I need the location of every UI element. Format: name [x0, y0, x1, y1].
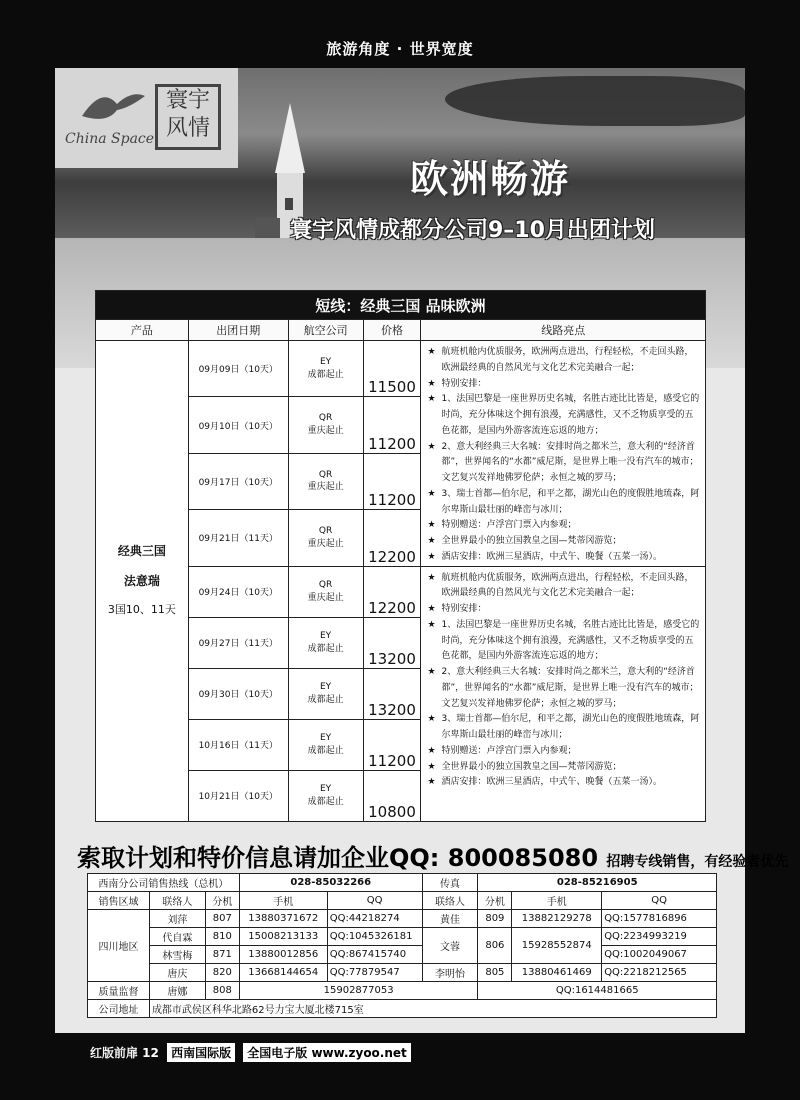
star-icon: ★	[427, 777, 436, 788]
col-airline: 航空公司	[288, 320, 363, 341]
contact-ext: 807	[205, 910, 239, 928]
contact-name: 代自霖	[149, 928, 205, 946]
logo-english: China Space	[65, 131, 155, 147]
contact-mobile: 13882129278	[512, 910, 602, 928]
contact-mobile: 13880461469	[512, 964, 602, 982]
airline-cell: QR 重庆起止	[288, 566, 363, 617]
star-icon: ★	[427, 520, 436, 531]
region-name: 四川地区	[88, 910, 150, 982]
fax-label: 传真	[422, 874, 478, 892]
highlights-block-2: ★ 航班机舱内优质服务，欧洲两点进出，行程轻松，不走回头路，欧洲最经典的自然风光与文化艺术完美融合一起； ★ 特别安排： ★ 1、法国巴黎是一座世界历史名城，名胜古迹比比皆是，感受它的时尚，充分体味这个拥有浪漫，充满感性，又不乏物质享受的五色花都，是国内外游客流连忘返的地方； ★ 2、意大利经典三大名城：安排时尚之都米兰，意大利的“经济首都”，世界闻名的“水都”威尼斯，是世界上唯一没有汽车的城市；文艺复兴发祥地佛罗伦萨；永恒之城的罗马； ★ 3、瑞士首都—伯尔尼，和平之都，湖光山色的度假胜地琉森，阿尔卑斯山最壮丽的峰峦与冰川； ★ 特别赠送：卢浮宫门票入内参观； ★ 全世界最小的独立国教皇之国—梵蒂冈游览； ★ 酒店安排：欧洲三星酒店，中式午、晚餐（五菜一汤）。	[421, 566, 706, 821]
price-cell: 13200	[363, 668, 421, 719]
company-address: 成都市武侯区科华北路62号力宝大厦北楼715室	[149, 1000, 716, 1018]
contact-ext: 805	[478, 964, 512, 982]
star-icon: ★	[427, 536, 436, 546]
price-cell: 11200	[363, 397, 421, 453]
star-icon: ★	[427, 441, 436, 452]
contact-ext: 806	[478, 928, 512, 964]
star-icon: ★	[427, 394, 436, 405]
airline-cell: QR 重庆起止	[288, 510, 363, 566]
date-cell: 09月27日（11天）	[188, 617, 288, 668]
header-contact: 联络人	[149, 892, 205, 910]
supervisor-qq: QQ:1614481665	[478, 982, 717, 1000]
price-cell: 11500	[363, 341, 421, 397]
address-label: 公司地址	[88, 1000, 150, 1018]
supervisor-ext: 808	[205, 982, 239, 1000]
contact-ext: 810	[205, 928, 239, 946]
contact-ext: 809	[478, 910, 512, 928]
star-icon: ★	[427, 488, 436, 499]
contact-row	[88, 928, 717, 946]
price-cell: 10800	[363, 770, 421, 821]
section-title: 短线：经典三国 品味欧洲	[96, 291, 706, 320]
product-duration: 3国10、11天	[107, 603, 176, 617]
col-product: 产品	[96, 320, 189, 341]
contact-table	[87, 873, 717, 1018]
tour-schedule-table	[95, 290, 706, 822]
product-cell	[96, 341, 189, 822]
contact-mobile: 13880371672	[239, 910, 327, 928]
headline: 欧洲畅游	[410, 157, 571, 201]
lake-island	[445, 76, 745, 126]
col-date: 出团日期	[188, 320, 288, 341]
contact-name: 黄佳	[422, 910, 478, 928]
supervision-label: 质量监督	[88, 982, 150, 1000]
contact-mobile: 15008213133	[239, 928, 327, 946]
contact-ext: 820	[205, 964, 239, 982]
contact-name: 李明怡	[422, 964, 478, 982]
contact-qq: QQ:1002049067	[602, 946, 717, 964]
bird-logo-icon	[77, 86, 147, 126]
advert-page	[55, 68, 789, 1033]
star-icon: ★	[427, 761, 436, 772]
qq-banner-recruit: 招聘专线销售，有经验者优先	[606, 854, 789, 870]
highlights-block-1: ★ 航班机舱内优质服务，欧洲两点进出，行程轻松，不走回头路，欧洲最经典的自然风光与文化艺术完美融合一起； ★ 特别安排： ★ 1、法国巴黎是一座世界历史名城，名胜古迹比比皆是，感受它的时尚，充分体味这个拥有浪漫，充满感性，又不乏物质享受的五色花都，是国内外游客流连忘返的地方； ★ 2、意大利经典三大名城：安排时尚之都米兰，意大利的“经济首都”，世界闻名的“水都”威尼斯，是世界上唯一没有汽车的城市；文艺复兴发祥地佛罗伦萨；永恒之城的罗马； ★ 3、瑞士首都—伯尔尼，和平之都，湖光山色的度假胜地琉森，阿尔卑斯山最壮丽的峰峦与冰川； ★ 特别赠送：卢浮宫门票入内参观； ★ 全世界最小的独立国教皇之国—梵蒂冈游览； ★ 酒店安排：欧洲三星酒店，中式午、晚餐（五菜一汤）。	[421, 341, 706, 567]
date-cell: 09月10日（10天）	[188, 397, 288, 453]
table-header	[96, 320, 706, 341]
date-cell: 10月21日（10天）	[188, 770, 288, 821]
qq-banner	[77, 838, 788, 873]
contact-qq: QQ:2234993219	[602, 928, 717, 946]
date-cell: 09月17日（10天）	[188, 453, 288, 509]
contact-qq: QQ:77879547	[327, 964, 422, 982]
header-contact: 联络人	[422, 892, 478, 910]
fax-number: 028-85216905	[478, 874, 717, 892]
col-price: 价格	[363, 320, 421, 341]
footer-section: 西南国际版	[167, 1043, 235, 1062]
contact-mobile: 13880012856	[239, 946, 327, 964]
contact-mobile: 13668144654	[239, 964, 327, 982]
contact-name: 林雪梅	[149, 946, 205, 964]
airline-cell: EY 成都起止	[288, 341, 363, 397]
contact-row	[88, 910, 717, 928]
logo	[55, 68, 238, 168]
price-cell: 13200	[363, 617, 421, 668]
col-highlights: 线路亮点	[421, 320, 706, 341]
page-footer	[90, 1043, 411, 1062]
contact-name: 刘萍	[149, 910, 205, 928]
price-cell: 12200	[363, 566, 421, 617]
contact-name: 文蓉	[422, 928, 478, 964]
hotline-label: 西南分公司销售热线（总机）	[88, 874, 240, 892]
qq-banner-main: 索取计划和特价信息请加企业QQ: 800085080	[77, 844, 599, 872]
star-icon: ★	[427, 551, 436, 562]
contact-header-row	[88, 892, 717, 910]
header-region: 销售区域	[88, 892, 150, 910]
price-cell: 11200	[363, 719, 421, 770]
price-cell: 12200	[363, 510, 421, 566]
star-icon: ★	[427, 572, 436, 583]
hotline-row	[88, 874, 717, 892]
page-tagline: 旅游角度 · 世界宽度	[326, 40, 474, 58]
supervisor-name: 唐娜	[149, 982, 205, 1000]
star-icon: ★	[427, 714, 436, 725]
supervisor-mobile: 15902877053	[239, 982, 478, 1000]
airline-cell: EY 成都起止	[288, 770, 363, 821]
contact-name: 唐庆	[149, 964, 205, 982]
contact-row	[88, 964, 717, 982]
header-mobile: 手机	[239, 892, 327, 910]
airline-cell: QR 重庆起止	[288, 453, 363, 509]
product-name: 经典三国	[117, 543, 166, 558]
contact-qq: QQ:867415740	[327, 946, 422, 964]
airline-cell: EY 成都起止	[288, 617, 363, 668]
date-cell: 09月21日（11天）	[188, 510, 288, 566]
date-cell: 10月16日（11天）	[188, 719, 288, 770]
contact-qq: QQ:1577816896	[602, 910, 717, 928]
star-icon: ★	[427, 378, 436, 389]
contact-qq: QQ:44218274	[327, 910, 422, 928]
star-icon: ★	[427, 619, 436, 630]
star-icon: ★	[427, 604, 436, 614]
airline-cell: EY 成都起止	[288, 719, 363, 770]
logo-chinese: 寰宇风情	[155, 84, 221, 150]
supervision-row	[88, 982, 717, 1000]
contact-mobile: 15928552874	[512, 928, 602, 964]
contact-qq: QQ:2218212565	[602, 964, 717, 982]
contact-qq: QQ:1045326181	[327, 928, 422, 946]
date-cell: 09月09日（10天）	[188, 341, 288, 397]
footer-website[interactable]: 全国电子版 www.zyoo.net	[243, 1043, 411, 1062]
subheadline: 寰宇风情成都分公司9–10月出团计划	[290, 218, 655, 243]
airline-cell: QR 重庆起止	[288, 397, 363, 453]
header-ext: 分机	[205, 892, 239, 910]
address-row	[88, 1000, 717, 1018]
header-qq: QQ	[602, 892, 717, 910]
airline-cell: EY 成都起止	[288, 668, 363, 719]
star-icon: ★	[427, 347, 436, 357]
product-countries: 法意瑞	[123, 573, 160, 588]
date-cell: 09月24日（10天）	[188, 566, 288, 617]
contact-row	[88, 946, 717, 964]
date-cell: 09月30日（10天）	[188, 668, 288, 719]
price-cell: 11200	[363, 453, 421, 509]
contact-ext: 871	[205, 946, 239, 964]
star-icon: ★	[427, 745, 436, 756]
table-row	[96, 341, 706, 397]
header-mobile: 手机	[512, 892, 602, 910]
header-ext: 分机	[478, 892, 512, 910]
star-icon: ★	[427, 667, 436, 677]
header-qq: QQ	[327, 892, 422, 910]
hotline-number: 028-85032266	[239, 874, 422, 892]
footer-edition: 红版前扉 12	[90, 1046, 159, 1060]
